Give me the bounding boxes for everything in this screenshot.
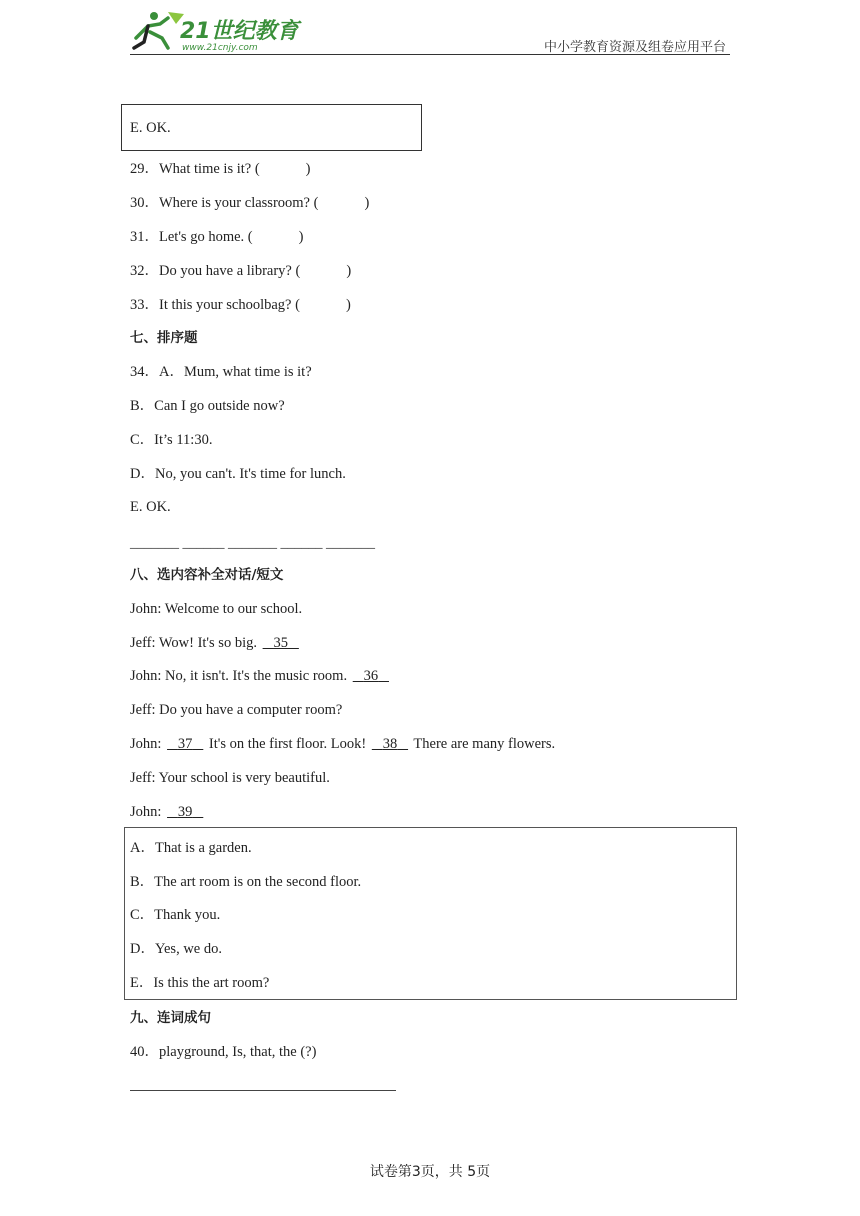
- page-footer: 试卷第3页，共 5页: [369, 1164, 491, 1180]
- blank-36[interactable]: 36: [363, 668, 379, 684]
- question-29: 29．What time is it? ( ): [130, 161, 311, 177]
- option-b: B．The art room is on the second floor.: [130, 874, 362, 890]
- blank-38[interactable]: 38: [382, 736, 398, 752]
- ordering-answer-blanks[interactable]: _______ ______ _______ ______ _______: [130, 536, 375, 551]
- question-30: 30．Where is your classroom? ( ): [130, 195, 370, 211]
- logo-url-text: www.21cnjy.com: [182, 43, 258, 53]
- question-34-option-b: B．Can I go outside now?: [130, 398, 285, 414]
- blank-37[interactable]: 37: [177, 736, 193, 752]
- dialogue-line-3: John: No, it isn't. It's the music room. 36: [130, 667, 391, 685]
- question-32: 32．Do you have a library? ( ): [130, 263, 352, 279]
- dialogue-line-4: Jeff: Do you have a computer room?: [130, 702, 343, 718]
- option-e: E．Is this the art room?: [130, 975, 270, 991]
- question-34-option-c: C．It’s 11:30.: [130, 432, 213, 448]
- question-34-option-e: E. OK.: [130, 499, 171, 515]
- page-header: [0, 0, 860, 60]
- logo-main-text: 21世纪教育: [180, 19, 299, 44]
- option-c: C．Thank you.: [130, 907, 221, 923]
- dialogue-line-6: Jeff: Your school is very beautiful.: [130, 770, 330, 786]
- blank-35[interactable]: 35: [273, 635, 288, 651]
- question-34-option-d: D．No, you can't. It's time for lunch.: [130, 466, 346, 482]
- option-e-previous: E. OK.: [130, 120, 171, 136]
- dialogue-line-5: John: 37 It's on the first floor. Look! 38 There are many flowers.: [130, 736, 556, 752]
- section-9-heading: 九、连词成句: [130, 1010, 211, 1026]
- logo-icon: [128, 8, 318, 54]
- section-7-heading: 七、排序题: [130, 330, 198, 346]
- dialogue-line-1: John: Welcome to our school.: [130, 601, 303, 617]
- option-a: A．That is a garden.: [130, 840, 252, 856]
- dialogue-line-7: John: 39: [130, 803, 205, 821]
- section-8-heading: 八、选内容补全对话/短文: [130, 567, 284, 583]
- question-33: 33．It this your schoolbag? ( ): [130, 297, 351, 313]
- option-d: D．Yes, we do.: [130, 941, 222, 957]
- question-34: 34．A．Mum, what time is it?: [130, 364, 312, 380]
- answer-line-40[interactable]: [130, 1090, 396, 1091]
- question-40: 40．playground, Is, that, the (?): [130, 1044, 317, 1060]
- question-31: 31．Let's go home. ( ): [130, 229, 304, 245]
- header-platform-text: 中小学教育资源及组卷应用平台: [543, 40, 726, 55]
- dialogue-line-2: Jeff: Wow! It's so big. 35: [130, 634, 301, 652]
- blank-39[interactable]: 39: [177, 804, 193, 820]
- header-divider: [130, 54, 730, 55]
